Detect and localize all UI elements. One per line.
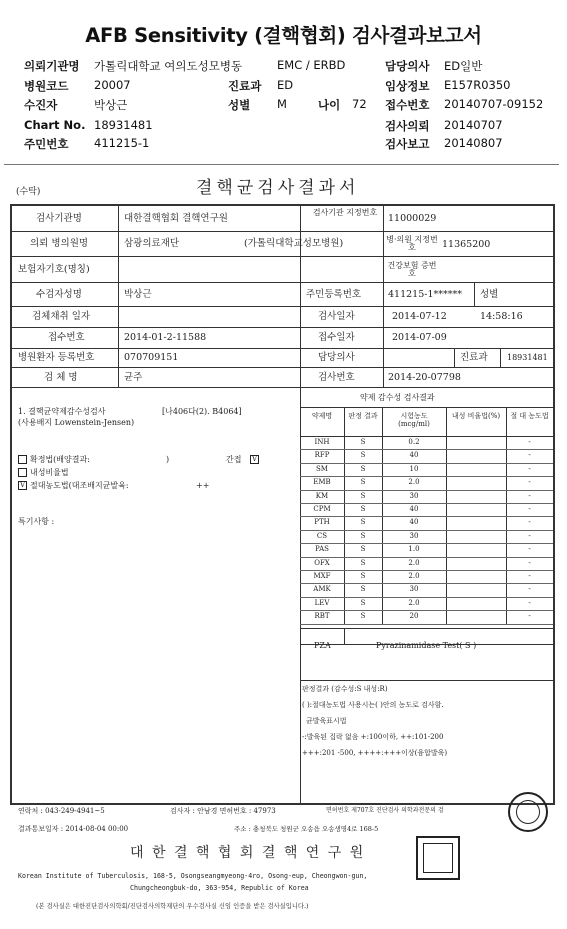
doctor-form-label: 담당의사: [318, 352, 355, 363]
sens-cell-drug: AMK: [313, 585, 331, 594]
sens-cell-abs: -: [528, 518, 531, 527]
resident-no-label: 주민번호: [24, 137, 69, 151]
resident-no-value: 411215-1: [94, 136, 150, 150]
patient-value: 박상근: [94, 98, 128, 112]
sens-cell-conc: 2.0: [408, 572, 420, 580]
sens-row-line: [300, 449, 553, 450]
sens-cell-drug: LEV: [314, 598, 330, 607]
row-line: [10, 256, 555, 257]
collect-label: 검체채취 일자: [32, 311, 91, 322]
age-label: 나이: [318, 98, 341, 112]
specimen-value: 균주: [124, 372, 143, 383]
sens-cell-abs: -: [528, 464, 531, 473]
receipt-date-value: 2014-07-09: [392, 332, 447, 343]
scanned-result-form: [0, 160, 567, 929]
col-line: [118, 204, 119, 388]
sens-cell-abs: -: [528, 558, 531, 567]
opt-confirm: 확정법(배양결과:: [30, 455, 90, 464]
confirm-checkbox[interactable]: [18, 455, 27, 464]
sens-header-cell: 약제명: [311, 412, 333, 420]
dept-form-value: 18931481: [507, 353, 548, 362]
sens-header-cell: 시험농도 (mcg/ml): [398, 412, 430, 429]
sens-cell-conc: 30: [409, 585, 419, 594]
footer-address-en1: Korean Institute of Tuberculosis, 168-5, Osongseangmyeong-4ro, Osong-eup, Cheongwon-gun,: [18, 872, 368, 880]
hospital-code-value: 20007: [94, 78, 131, 92]
sex-label: 성별: [228, 98, 251, 112]
test-code: [나406다(2). B4064]: [162, 407, 242, 416]
sens-row-line: [300, 490, 553, 491]
insurance-label: 보험자기호(명칭): [18, 264, 90, 275]
sens-cell-conc: 2.0: [408, 558, 420, 567]
sens-cell-drug: KM: [315, 491, 329, 500]
sens-row-line: [300, 530, 553, 531]
clinic-label: 진료과: [228, 79, 262, 93]
sens-cell-conc: 2.0: [408, 478, 420, 487]
sens-row-line: [300, 463, 553, 464]
org-value: 대한결핵협회 결핵연구원: [124, 213, 228, 224]
sens-cell-drug: CS: [316, 531, 328, 540]
sens-cell-conc: 40: [409, 505, 419, 513]
opt-indirect: 간접: [226, 455, 242, 464]
absolute-checkbox[interactable]: V: [19, 481, 26, 489]
doctor-value: ED일반: [444, 59, 483, 73]
org-code-label: 검사기관 지정번호: [312, 208, 378, 217]
request-org-label: 의뢰기관명: [24, 59, 80, 73]
clinical-info-label: 임상정보: [385, 79, 430, 93]
sens-cell-conc: 1.0: [408, 545, 420, 554]
receipt-value: 2014-01-2-11588: [124, 332, 207, 343]
sens-cell-drug: OFX: [314, 558, 330, 567]
report-title: AFB Sensitivity (결핵협회) 검사결과보고서: [85, 24, 482, 47]
sens-cell-result: S: [360, 545, 366, 554]
exam-report-label: 검사보고: [385, 137, 430, 151]
legend-line-top: [300, 680, 553, 681]
hosp-code-label: 병·의원 지정번호: [386, 235, 438, 252]
sens-cell-result: S: [360, 464, 366, 473]
dept-form-label: 진료과: [460, 352, 488, 363]
specimen-label: 검 체 명: [44, 372, 78, 383]
sens-cell-result: S: [360, 451, 366, 460]
exam-time-value: 14:58:16: [480, 311, 523, 322]
hosp-code-value: 11365200: [442, 239, 491, 250]
sens-cell-abs: -: [528, 451, 531, 460]
sens-cell-abs: -: [528, 545, 531, 554]
exam-date-value: 2014-07-12: [392, 311, 447, 322]
pza-col-line: [344, 628, 345, 644]
exam-request-value: 20140707: [444, 118, 503, 132]
sens-header-line: [300, 436, 553, 437]
request-org-value: 가톨릭대학교 여의도성모병동: [94, 59, 243, 73]
patient-no-value: 070709151: [124, 352, 179, 363]
sens-row-line: [300, 570, 553, 571]
sens-cell-result: S: [360, 438, 366, 446]
sens-cell-result: S: [360, 585, 366, 594]
footer-license: 면허번호 제707호 진단검사 의학과전문의 검: [326, 807, 444, 814]
sens-cell-drug: INH: [314, 438, 330, 446]
sens-cell-result: S: [360, 531, 366, 540]
sens-cell-result: S: [360, 518, 366, 527]
sens-cell-abs: -: [528, 585, 531, 594]
sens-row-line: [300, 610, 553, 611]
exam-no-label: 검사번호: [318, 372, 355, 383]
row-line: [10, 348, 555, 349]
sens-cell-result: S: [360, 478, 366, 487]
age-value: 72: [352, 97, 367, 111]
table-border-top: [10, 204, 555, 206]
sens-cell-result: S: [360, 505, 366, 513]
sens-cell-drug: PAS: [315, 545, 329, 554]
sens-header-cell: 내성 비율법(%): [451, 412, 501, 420]
indirect-checkbox[interactable]: V: [251, 455, 258, 463]
sens-cell-drug: CPM: [313, 505, 331, 513]
chart-no-value: 18931481: [94, 118, 153, 132]
sens-header-cell: 판정 결과: [348, 412, 378, 420]
receipt-label: 접수번호: [48, 332, 85, 343]
opt-ratio: 내성비율법: [30, 468, 69, 477]
exam-report-value: 20140807: [444, 136, 503, 150]
footer-address-kr: 주소 : 충청북도 청원군 오송읍 오송생명4로 168-5: [234, 825, 379, 833]
patient-label: 수진자: [24, 98, 58, 112]
sens-cell-abs: -: [528, 612, 531, 621]
sens-cell-conc: 30: [409, 531, 419, 540]
id-value: 411215-1******: [388, 289, 463, 300]
sens-header-cell: 절 대 농도법: [510, 412, 549, 420]
pza-label: PZA: [314, 641, 331, 650]
name-label: 수검자성명: [36, 289, 82, 300]
sens-cell-abs: -: [528, 505, 531, 513]
sens-cell-drug: SM: [316, 464, 328, 473]
health-no-label: 건강보험 증번호: [387, 261, 437, 278]
pza-line-top: [300, 628, 553, 629]
opt-absolute: 절대농도법(대조배지균발육:: [30, 481, 129, 490]
row-line: [10, 231, 555, 232]
square-seal-stamp: [416, 836, 460, 880]
exam-no-value: 2014-20-07798: [388, 372, 461, 383]
col-line: [300, 204, 301, 388]
top-divider: [4, 164, 559, 165]
test-line1: 1. 결핵균약제감수성검사: [18, 407, 106, 416]
sens-cell-conc: 10: [409, 464, 419, 473]
sens-cell-abs: -: [528, 491, 531, 500]
clinic-value: ED: [277, 78, 294, 92]
col-line: [500, 348, 501, 368]
footer-notice: (본 검사실은 대한진단검사의학회/진단검사의학재단의 우수검사실 신임 인증을 받은 검사실입니다.): [36, 903, 309, 910]
name-value: 박상근: [124, 289, 152, 300]
sens-row-line: [300, 597, 553, 598]
sens-cell-conc: 0.2: [408, 438, 420, 446]
col-line: [454, 348, 455, 368]
org-code-value: 11000029: [388, 213, 437, 224]
sens-cell-conc: 20: [409, 612, 419, 621]
receipt-tag: (수탁): [16, 187, 41, 197]
footer-institute-kr: 대 한 결 핵 협 회 결 핵 연 구 원: [130, 845, 366, 861]
legend-line1: 판정결과 (감수성:S 내성:R): [302, 685, 388, 693]
legend-line5: +++:201 -500, ++++:+++이상(융합발육): [302, 749, 448, 757]
sens-row-line: [300, 557, 553, 558]
sens-row-line: [300, 476, 553, 477]
col-line: [383, 204, 384, 388]
sens-cell-abs: -: [528, 438, 531, 446]
sens-cell-abs: -: [528, 598, 531, 607]
receipt-no-label: 접수번호: [385, 98, 430, 112]
sens-row-line: [300, 583, 553, 584]
sens-row-line: [300, 624, 553, 625]
sens-cell-result: S: [360, 491, 366, 500]
sens-cell-conc: 2.0: [408, 598, 420, 607]
sens-cell-result: S: [360, 558, 366, 567]
chart-no-label: Chart No.: [24, 118, 86, 132]
doctor-label: 담당의사: [385, 59, 430, 73]
dept-value: EMC / ERBD: [277, 58, 346, 72]
hosp-label: 의뢰 병의원명: [30, 238, 89, 249]
sens-cell-result: S: [360, 612, 366, 621]
hospital-code-label: 병원코드: [24, 79, 69, 93]
receipt-date-label: 접수일자: [318, 332, 355, 343]
sens-cell-drug: RFP: [314, 451, 330, 460]
legend-line3: 균발육표시법: [306, 717, 347, 725]
sens-row-line: [300, 543, 553, 544]
sex-value: M: [277, 97, 287, 111]
lower-border-left: [10, 387, 12, 805]
pza-value: Pyrazinamidase Test( S ): [376, 641, 477, 650]
sens-table-title: 약제 감수성 검사결과: [360, 393, 435, 402]
col-line: [474, 282, 475, 307]
footer-contact: 연락처 : 043-249-4941~5: [18, 807, 105, 815]
sens-cell-abs: -: [528, 478, 531, 487]
remarks-label: 특기사항 :: [18, 517, 55, 526]
footer-examiner: 검사자 : 안남경 면허번호 : 47973: [170, 807, 276, 815]
opt-absolute-value: ++: [196, 481, 210, 490]
sens-cell-conc: 40: [409, 451, 419, 460]
legend-line2: ( ):절대농도법 사용시는( )안의 농도로 검사함.: [302, 701, 444, 709]
id-label: 주민등록번호: [306, 289, 362, 300]
hosp-sub: (가톨릭대학교성모병원): [244, 238, 344, 249]
sens-row-line: [300, 503, 553, 504]
footer-address-en2: Chungcheongbuk-do, 363-954, Republic of Korea: [130, 884, 309, 892]
row-line: [10, 387, 555, 388]
sens-cell-conc: 30: [409, 491, 419, 500]
sens-row-line: [300, 516, 553, 517]
legend-line4: -:발육된 집락 없음 +:100이하, ++:101-200: [302, 733, 444, 741]
sens-cell-abs: -: [528, 531, 531, 540]
exam-request-label: 검사의뢰: [385, 119, 430, 133]
footer-report-date: 결과통보일자 : 2014-08-04 00:00: [18, 825, 129, 833]
row-line: [10, 327, 555, 328]
sens-cell-conc: 40: [409, 518, 419, 527]
sens-cell-result: S: [360, 598, 366, 607]
sens-cell-drug: MXF: [313, 572, 331, 580]
form-title: 결핵균검사결과서: [196, 178, 360, 198]
opt-confirm-close: ): [166, 455, 170, 464]
sens-cell-result: S: [360, 572, 366, 580]
row-line: [10, 367, 555, 368]
sex-form-label: 성별: [480, 289, 499, 300]
sens-cell-drug: EMB: [313, 478, 331, 487]
sens-cell-abs: -: [528, 572, 531, 580]
sens-cell-drug: RBT: [314, 612, 330, 621]
test-line2: (사용배지 Lowenstein-Jensen): [18, 418, 135, 427]
org-label: 검사기관명: [36, 213, 82, 224]
sens-cell-drug: PTH: [314, 518, 330, 527]
sens-title-line: [300, 407, 553, 408]
round-seal-stamp: [508, 792, 548, 832]
hosp-value: 삼광의료재단: [124, 238, 180, 249]
exam-date-label: 검사일자: [318, 311, 355, 322]
lower-border-right: [553, 387, 555, 805]
lower-border-bottom: [10, 803, 555, 805]
clinical-info-value: E157R0350: [444, 78, 511, 92]
receipt-no-value: 20140707-09152: [444, 97, 544, 111]
ratio-checkbox[interactable]: [18, 468, 27, 477]
patient-no-label: 병원환자 등록번호: [18, 352, 95, 363]
